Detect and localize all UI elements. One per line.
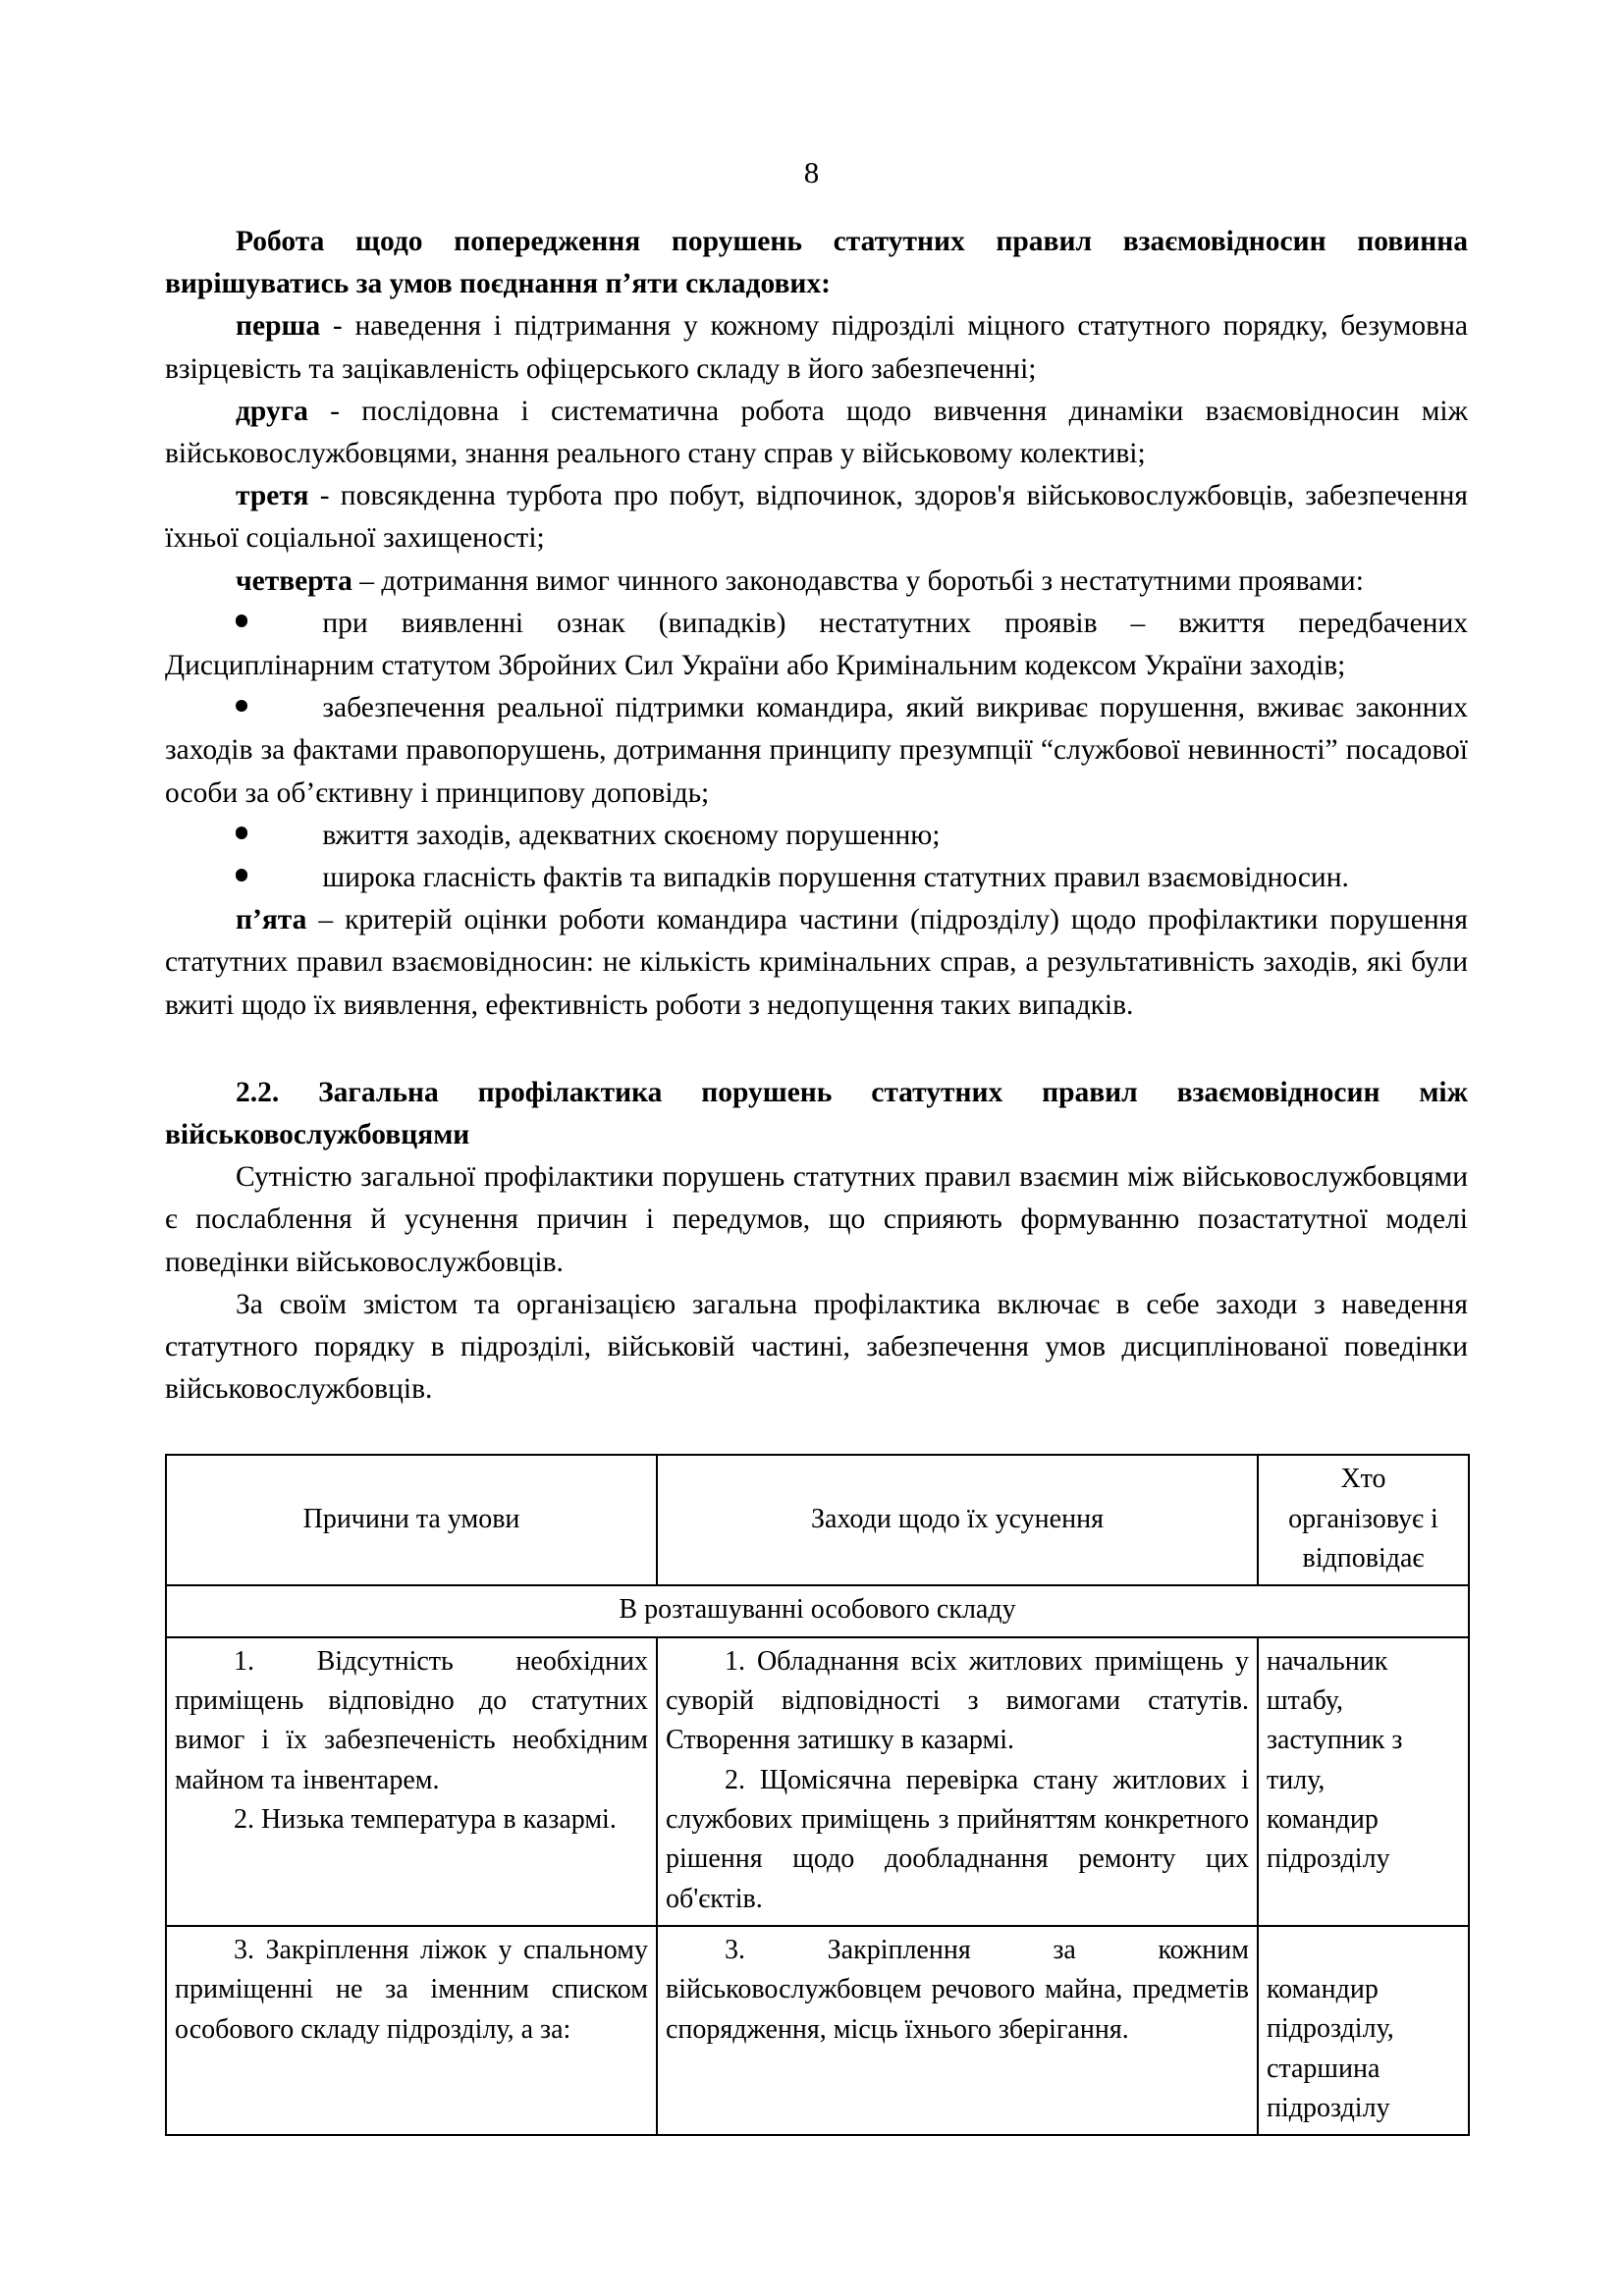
list-item — [165, 815, 1468, 857]
intro-item-4-text: – дотримання вимог чинного законодавства у боротьбі з нестатутними проявами: — [352, 564, 1364, 597]
table-section-label: В розташуванні особового складу — [166, 1585, 1469, 1636]
intro-item-2 — [165, 391, 1468, 475]
section-title: Загальна профілактика порушень статутних правил взаємовідносин між військовослужбовцями — [165, 1076, 1468, 1151]
intro-heading: Робота щодо попередження порушень статутних правил взаємовідносин повинна вирішуватись за умов поєднання п’яти складових: — [165, 226, 1468, 300]
intro-bullet-list — [165, 603, 1468, 899]
responsible-1-1: начальник штабу, — [1267, 1645, 1388, 1717]
intro-item-5 — [165, 899, 1468, 1027]
measure-1-2: 2. Щомісячна перевірка стану житлових і службових приміщень з прийняттям конкретного рішення щодо дообладнання ремонту цих об'єктів. — [666, 1764, 1249, 1914]
bullet-icon — [236, 700, 247, 712]
page-number: 8 — [803, 155, 820, 189]
section-heading — [165, 1072, 1468, 1156]
intro-item-3-text: - повсякденна турбота про побут, відпочинок, здоров'я військовослужбовців, забезпечення їхньої соціальної захищеності; — [165, 480, 1468, 555]
table-row — [166, 1637, 1469, 1926]
table-header-responsible-line3: відповідає — [1302, 1543, 1425, 1575]
intro-item-3 — [165, 475, 1468, 560]
table-cell-responsible-2 — [1258, 1926, 1469, 2135]
table-section-row — [166, 1585, 1469, 1636]
prevention-table — [165, 1454, 1470, 2136]
table-header-measures: Заходи щодо їх усунення — [657, 1455, 1258, 1585]
table-cell-responsible-1 — [1258, 1637, 1469, 1926]
cell-spacer — [1267, 1931, 1460, 1970]
table-header-causes: Причини та умови — [166, 1455, 657, 1585]
bullet-text-3: вжиття заходів, адекватних скоєному порушенню; — [322, 819, 941, 851]
table-cell-causes-2 — [166, 1926, 657, 2135]
cause-1-1: 1. Відсутність необхідних приміщень відповідно до статутних вимог і їх забезпеченість необхідним майном та інвентарем. — [175, 1645, 648, 1795]
intro-item-1-text: - наведення і підтримання у кожному підрозділі міцного статутного порядку, безумовна взірцевість та зацікавленість офіцерського складу в його забезпеченні; — [165, 310, 1468, 385]
responsible-1-3: командир підрозділу — [1267, 1803, 1390, 1875]
section-number: 2.2. — [236, 1076, 280, 1108]
intro-item-5-text: – критерій оцінки роботи командира частини (підрозділу) щодо профілактики порушення статутних правил взаємовідносин: не кількість кримінальних справ, а результативність заходів, які були вжиті щодо їх виявлення, ефективність роботи з недопущення таких випадків. — [165, 904, 1468, 1021]
table-cell-measures-2 — [657, 1926, 1258, 2135]
table-header-row — [166, 1455, 1469, 1585]
table-cell-measures-1 — [657, 1637, 1258, 1926]
responsible-2-2: старшина підрозділу — [1267, 2053, 1390, 2123]
intro-item-2-label: друга — [236, 395, 308, 427]
bullet-icon — [236, 869, 247, 881]
list-item — [165, 687, 1468, 815]
intro-item-4-label: четверта — [236, 564, 352, 597]
bullet-icon — [236, 614, 247, 626]
responsible-1-2: заступник з тилу, — [1267, 1725, 1403, 1795]
list-item — [165, 857, 1468, 899]
cause-1-2: 2. Низька температура в казармі. — [234, 1803, 617, 1835]
intro-item-4 — [165, 561, 1468, 603]
list-item — [165, 603, 1468, 687]
intro-item-5-label: п’ята — [236, 904, 307, 936]
intro-item-3-label: третя — [236, 480, 309, 512]
bullet-text-4: широка гласність фактів та випадків порушення статутних правил взаємовідносин. — [322, 862, 1349, 894]
table-cell-causes-1 — [166, 1637, 657, 1926]
table-row — [166, 1926, 1469, 2135]
table-header-responsible-line1: Хто — [1340, 1464, 1386, 1495]
measure-1-1: 1. Обладнання всіх житлових приміщень у суворій відповідності з вимогами статутів. Створення затишку в казармі. — [666, 1645, 1249, 1756]
bullet-text-1: при виявленні ознак (випадків) нестатутних проявів – вжиття передбачених Дисциплінарним статутом Збройних Сил України або Кримінальним кодексом України заходів; — [165, 607, 1468, 682]
intro-item-2-text: - послідовна і систематична робота щодо вивчення динаміки взаємовідносин між військовослужбовцями, знання реального стану справ у військовому колективі; — [165, 395, 1468, 470]
cause-2-1: 3. Закріплення ліжок у спальному приміщенні не за іменним списком особового складу підрозділу, а за: — [175, 1934, 648, 2045]
intro-item-1 — [165, 305, 1468, 390]
bullet-text-2: забезпечення реальної підтримки командира, який викриває порушення, вживає законних заходів за фактами правопорушень, дотримання принципу презумпції “службової невинності” посадової особи за об’єктивну і принципову доповідь; — [165, 692, 1468, 809]
page-content — [165, 0, 1468, 2136]
responsible-2-1: командир підрозділу, — [1267, 1973, 1394, 2045]
measure-2-1: 3. Закріплення за кожним військовослужбовцем речового майна, предметів спорядження, місць їхнього зберігання. — [666, 1934, 1249, 2045]
section-paragraph-2: За своїм змістом та організацією загальна профілактика включає в себе заходи з наведення статутного порядку в підрозділі, військовій частині, забезпечення умов дисциплінованої поведінки військовослужбовців. — [165, 1288, 1468, 1406]
bullet-icon — [236, 827, 247, 838]
table-header-responsible — [1258, 1455, 1469, 1585]
table-header-responsible-line2: організовує і — [1288, 1503, 1438, 1534]
section-paragraph-1: Сутністю загальної профілактики порушень статутних правил взаємин між військовослужбовцями є послаблення й усунення причин і передумов, що сприяють формуванню позастатутної моделі поведінки військовослужбовців. — [165, 1161, 1468, 1278]
intro-item-1-label: перша — [236, 310, 321, 343]
